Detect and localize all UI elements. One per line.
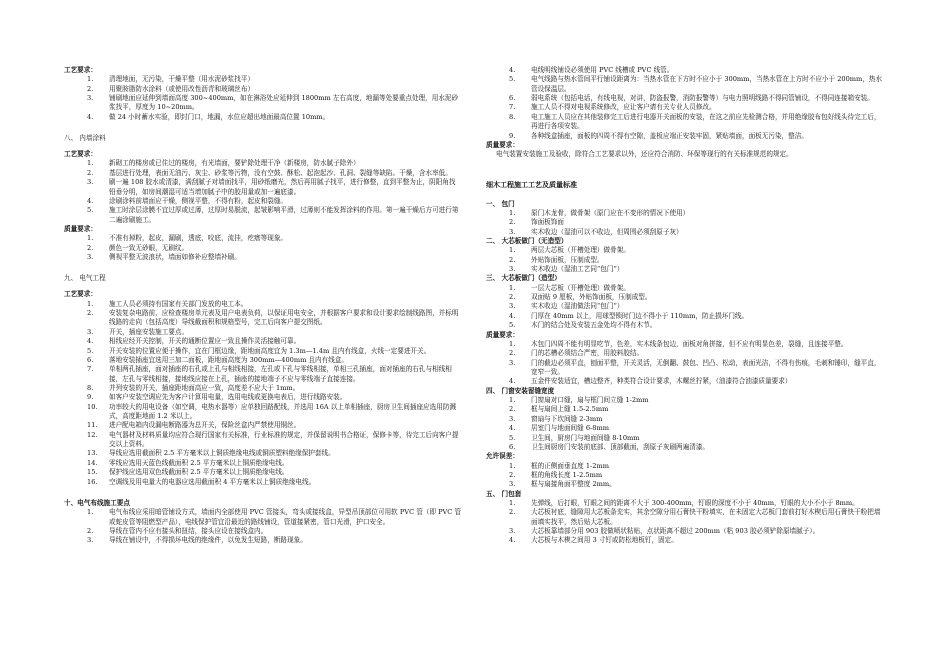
right-column xyxy=(486,66,886,546)
list-item: 6. 弱电系统（包括电话，有线电视，对讲，防盗报警，消防报警等）与电力照明线路不得同管铺设，不得同连接箱安装。 xyxy=(509,94,874,103)
list-item: 1. 电气布线应采用暗管铺设方式，墙面内全部使用 PVC 管接头，弯头或接线盒，异型吊顶部位可用软 PVC 管（即 PVC 管或蛇皮管等阻燃型产品），电线保护管宜沿最近的路线铺设，管道接紧密，管口光滑，护口安全。 xyxy=(87,508,462,526)
list-item: 9. 各种线盒插座，面板的四周不得有空隙，盖板应端正安装牢固，紧贴墙面，面板无污染，整洁。 xyxy=(509,131,808,140)
list-item: 4. 五金件安装适宜，槽边整齐，种类符合设计要求，木螺丝拧紧，（油漆符合油漆质量要求） xyxy=(509,377,792,386)
list-item: 2. 框与扇间上缝 1.5-2.5mm xyxy=(509,405,609,414)
list-item: 2. 框的角线长度 1-2.5mm xyxy=(509,470,603,479)
list-item: 1. 框的正侧面垂直度 1-2mm xyxy=(509,461,609,470)
w4-allow-title: 允许误差： xyxy=(486,452,519,461)
w3-quality-title: 质量要求： xyxy=(486,330,519,339)
w3-list xyxy=(486,284,886,331)
list-item: 2. 双面贴 9 厘板，外贴饰面板，压制成型。 xyxy=(509,293,652,302)
list-item: 6. 卫生间厨房门安装前底部、顶部截面，刮原子灰刷两遍清漆。 xyxy=(509,442,710,451)
w1-list xyxy=(486,209,886,237)
wood-section-title: 细木工程施工工艺及质量标准 xyxy=(486,179,577,189)
list-item: 13. 导线应选用截面积 2.5 平方毫米以上铜质绝缘电线或铜质塑料绝缘保护套线。 xyxy=(87,449,335,458)
s2-quality-list xyxy=(64,234,462,262)
s4-list xyxy=(64,508,462,545)
list-item: 1. 不准有掉粉，起皮，漏刷，透底，咬底，流挂，疙瘩等现象。 xyxy=(87,234,288,243)
list-item: 5. 施工时涂层涂膜不宜过厚或过薄，过厚时易脱流，起皱影响平滑，过薄则不能发挥涂料的作用。第一遍干燥后方可进行第二遍涂刷施工。 xyxy=(87,206,459,224)
list-item: 1. 门窗扇对口缝，扇与框门间立缝 1-2mm xyxy=(509,396,649,405)
list-item: 3. 窗扇与下坎间缝 2-3mm xyxy=(509,414,603,423)
list-item: 12. 电气器材及材料质量均应符合现行国家有关标准，行业标准的规定，并保留说明书合格证，保修卡等，待完工后向客户提交以上资料。 xyxy=(87,430,459,449)
list-item: 15. 保护线应选用双色线截面积 2.5 平方毫米以上铜质绝缘电线。 xyxy=(87,468,289,477)
list-item: 3. 实木收边（湿油做法同“包门”） xyxy=(509,302,624,311)
w4-list xyxy=(486,396,886,452)
list-item: 1. 清理地面，无污染，干燥平整（用水泥砂浆找平） xyxy=(87,75,255,84)
list-item: 1. 原门木龙骨，做骨架（原门应在不变形的情况下使用） xyxy=(509,208,690,217)
s1-list xyxy=(64,75,462,122)
s2-title: 工艺要求： xyxy=(64,150,97,159)
list-item: 9. 如客户安装空调应先为客户计算用电量，选用电线或更换电表后，进行线路安装。 xyxy=(87,393,347,402)
w3-quality-list xyxy=(486,340,886,387)
s3-list xyxy=(64,300,462,487)
w3-heading: 三、 大芯板做门（造型） xyxy=(486,274,561,283)
list-item: 8. 并列安装的开关，插座距地面高应一致，高度差不应大于 1mm。 xyxy=(87,383,300,392)
list-item: 2. 门的芯槽必须结合严密，用胶料胶结。 xyxy=(509,349,644,358)
list-item: 1. 木包门四周不能有明显吃节，色差，实木线条包边，面板对角拼接，但不应有明显色差，裂缝，且连接平整。 xyxy=(509,339,848,348)
w1-heading: 一、 包门 xyxy=(486,199,515,208)
list-item: 3. 铺刷地面应延伸到墙面高度 300~400mm，如在淋浴处应延伸到 1800mm 左右高度，地漏等处要重点处理，用水泥砂浆找平，厚度为 10~20mm。 xyxy=(87,94,459,112)
list-item: 1. 新砌工的楼房或已住过的楼房，有光墙面，要铲除处理干净（新楼房，防水腻子除外） xyxy=(87,159,360,168)
list-item: 1. 一层大芯板（开槽处理）做骨架。 xyxy=(509,283,630,292)
list-item: 2. 大芯板衬底，缝隙用大芯板条充实，其余空隙分用石膏快干粉填实，在未固定大芯板门套前打好木楔后用石膏快干粉把墙面填实找平，然后贴大芯板。 xyxy=(509,508,881,526)
list-item: 16. 空调线及用电量大的电器应选用截面积 4 平方毫米以上铜质绝缘电线。 xyxy=(87,477,316,486)
list-item: 4. 做 24 小时蓄水实验，即封门口，地漏，水位应超出地面最高位置 10mm。 xyxy=(87,112,330,121)
list-item: 3. 开关，插座安装施工要点。 xyxy=(87,327,189,336)
w4-allow-list xyxy=(486,462,886,490)
list-item: 4. 涂刷涂料前墙面应干燥，侧视平整，不得有粉，起皮和裂缝。 xyxy=(87,196,288,205)
list-item: 3. 侧视平整无波浪状，墙面如修补应整墙补刷。 xyxy=(87,253,241,262)
list-item: 14. 零线应选用天蓝色线截面积 2.5 平方毫米以上铜质绝缘电线。 xyxy=(87,458,289,467)
list-item: 3. 门的截边必须平直，刨面平整，开关灵活，无倒翻、鼓包、凹凸、松动，表面光洁，不得有伤痕，毛刺和锤印，缝平直，宽窄一致。 xyxy=(509,358,881,376)
list-item: 2. 外贴饰面板，压制成型。 xyxy=(509,255,604,264)
s3-heading: 九、 电气工程 xyxy=(64,274,106,283)
w5-heading: 五、 门包套 xyxy=(486,489,522,498)
list-item: 5. 开关安装的位置应便于操作，宜在门框边缘，距地面高度宜为 1.3m—1.4m 且内有线盒，火线一定要进开关。 xyxy=(87,346,431,355)
w2-list xyxy=(486,246,886,274)
list-item: 3. 刷一遍 108 胶水或清漆，满刮腻子对墙面找平，用砂纸磨光，然后再用腻子找平，进行修整，直到平整为止，阴阳角找铅垂分明，如房间潮湿可适当增加腻子中的胶用量或加一遍底漆。 xyxy=(87,178,456,196)
list-item: 10. 功率较大的用电设备（如空调，电热水器等）应单独回路配线，并选用 16A 以上单相插座，厨房卫生间插座应选用防溅式，高度距地面 1.2 米以上。 xyxy=(87,402,457,421)
list-item: 4. 电线明线铺设必须使用 PVC 线槽或 PVC 线管。 xyxy=(509,66,674,74)
list-item: 3. 实木收边（湿油可以不收边，但周围必须刮原子灰） xyxy=(509,227,683,236)
list-item: 6. 落地安装插座宜选用三加二面板，距地面高度为 300mm—400mm 且内有线盒。 xyxy=(87,355,348,364)
left-column xyxy=(64,66,462,546)
list-item: 3. 实木收边（湿油工艺同“包门”） xyxy=(509,265,624,274)
list-item: 1. 两层大芯板（开槽处理）做骨架。 xyxy=(509,246,630,255)
s4-heading: 十、电气布线施工要点 xyxy=(64,498,130,507)
list-item: 7. 施工人员不得对电视系统修改，应让客户请有关专业人员修改。 xyxy=(509,103,716,112)
s2-quality-title: 质量要求： xyxy=(64,224,97,233)
list-item: 3. 大芯板靠墙部分用 903 胶做喷状粘贴，点状距离不超过 200mm（粘 903 胶必须铲除原墙腻子）。 xyxy=(509,527,820,536)
list-item: 2. 用聚胺脂防水涂料（或使用改性沥青和玻璃丝布） xyxy=(87,84,255,93)
list-item: 1. 施工人员必须持有国家有关部门发放的电工本。 xyxy=(87,299,248,308)
w5-list xyxy=(486,499,886,546)
s2-list xyxy=(64,159,462,225)
list-item: 2. 颜色一致无砂眼，无刷纹。 xyxy=(87,243,189,252)
list-item: 11. 进户配电箱内设漏电断路器为总开关，保险丝盒内严禁使用铜丝。 xyxy=(87,421,301,430)
list-item: 5. 电气线路与热水管间平行铺设距离为：当热水管在下方时不应小于 300mm，当热水管在上方时不应小于 200mm，热水管设保温层。 xyxy=(509,75,883,93)
electrical-quality-title: 质量要求： xyxy=(486,140,519,149)
list-item: 7. 单相两孔插座，面对插座的右孔或上孔与相线相接，左孔或下孔与零线相接，单相三孔插座，面对插座的右孔与相线相接，左孔与零线相接，接地线应接在上孔，插座的接地端子不应与零线端子直接连接。 xyxy=(87,365,452,383)
s1-title: 工艺要求： xyxy=(64,66,97,74)
s2-heading: 八、 内墙涂料 xyxy=(64,134,106,143)
list-item: 4. 门厚在 40mm 以上，用球型锁时门边不得小于 110mm，防止损坏门线。 xyxy=(509,311,749,320)
list-item: 3. 导线在铺设中，不得损坏电线的绝缘件，以免发生短路，断路现象。 xyxy=(87,536,307,545)
list-item: 2. 饰面板饰面 xyxy=(509,218,564,227)
list-item: 4. 居室门与地面间缝 6-8mm xyxy=(509,424,609,433)
list-item: 4. 相线应经开关控制，开关的通断位置应一致且操作灵活接触可靠。 xyxy=(87,337,301,346)
list-item: 2. 导线在管内不应有接头和扭结，接头应设在接线盒内。 xyxy=(87,527,268,535)
list-item: 2. 基层进行处理，表面无油污、灰尘、砂浆等污物，没有空鼓、酥松、起泡起沙、孔洞、裂缝等缺陷。干燥，含水率低。 xyxy=(87,168,452,177)
w2-heading: 二、 大芯板做门（无造型） xyxy=(486,236,568,245)
s3-title: 工艺要求： xyxy=(64,290,97,299)
w4-heading: 四、 门窗安装留缝宽度 xyxy=(486,386,555,395)
list-item: 1. 先弹线，后打眼，钉眼之间的距离不大于 300-400mm，钉眼的深度不小于 40mm，钉眼的大小不小于 8mm。 xyxy=(509,499,859,508)
electrical-quality-text: 电气装置安装施工及验收，除符合工艺要求以外，还应符合消防、环保等现行的有关标准规范的规定。 xyxy=(496,150,793,159)
list-item: 4. 大芯板与木楔之间用 3 寸钉或防松地板钉，固定。 xyxy=(509,536,678,545)
list-item: 8. 电工施工人员应在其他装修完工后进行电器开关面板的安装，在这之前应先检测合格，并用绝缘胶布包好线头待完工后，再进行各项安装。 xyxy=(509,112,881,131)
list-item: 2. 安装复杂电路前，应检查楼房单元表及用户电表负荷，以保证用电安全，并根据客户要求和设计要求绘制线路图，并标明线路的走向（包括高度）导线截面积和规格型号，完工后向客户提交图纸。 xyxy=(87,309,459,327)
list-item: 3. 框与扇接角面平整度 2mm。 xyxy=(509,480,616,489)
list-item: 5. 木门的结合处及安装五金处均不得有木节。 xyxy=(509,321,657,330)
list-item: 5. 卫生间，厨房门与地面间缝 8-10mm xyxy=(509,433,640,442)
electrical-continued-list xyxy=(486,66,886,141)
